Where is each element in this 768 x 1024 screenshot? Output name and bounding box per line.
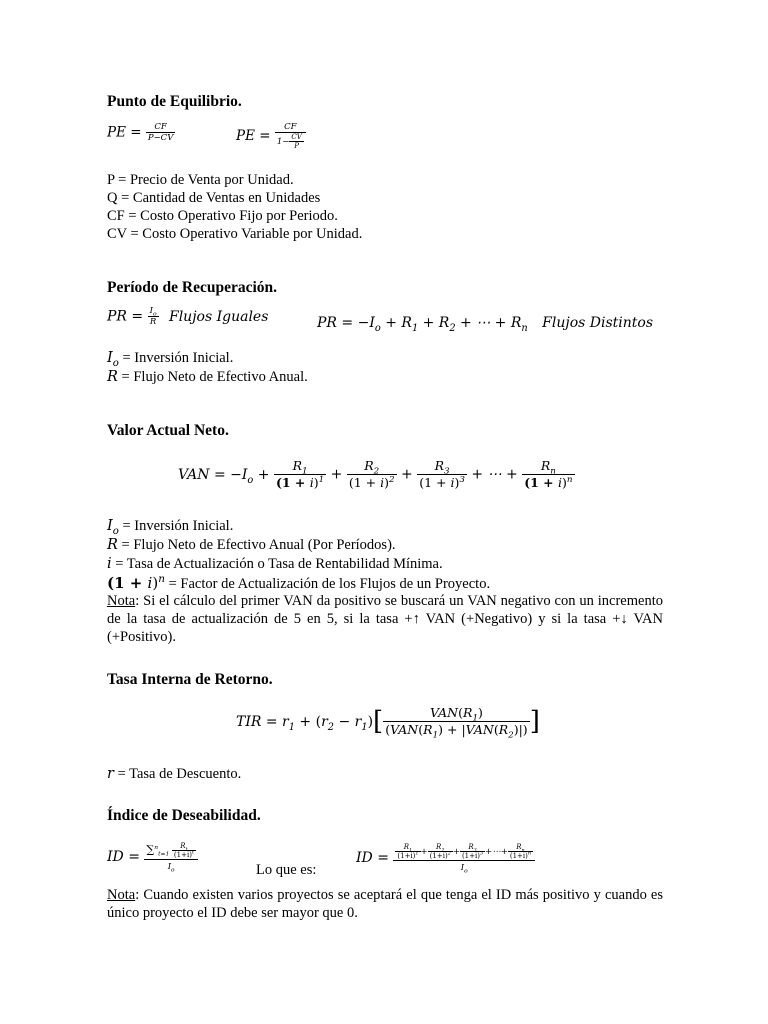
formula-pe-1: PE = $\frac{CF}{P-CV}$ [107,122,174,143]
formula-pe-2: PE = CF 1− $\frac{CV}{P}$ [236,122,306,150]
def-io-van: $I_o$ = Inversión Inicial. [107,518,234,537]
def-r-van: R = Flujo Neto de Efectivo Anual (Por Períodos). [107,537,396,553]
def-cv: CV = Costo Operativo Variable por Unidad. [107,226,363,242]
def-r-pr: R = Flujo Neto de Efectivo Anual. [107,369,308,385]
formula-van: VAN = $-I_o$ + $\frac{R_1}{(1 + i)^1}$ + $\frac{R_2}{(1 + i)^2}$ + $\frac{R_3}{(1 + i)^3}$ + ⋯ + $\frac{R_n}{(1 + i)^n}$ [178,458,573,490]
section-title-id: Índice de Deseabilidad. [107,807,261,824]
section-title-periodo-recuperacion: Período de Recuperación. [107,279,278,296]
def-p: P = Precio de Venta por Unidad. [107,172,294,188]
def-io-pr: $I_o$ = Inversión Inicial. [107,350,234,369]
nota-id: Nota: Cuando existen varios proyectos se aceptará el que tenga el ID más positivo y cuando es único proyecto el ID debe ser mayor que 0. [107,887,663,921]
def-r-tir: r = Tasa de Descuento. [107,766,242,782]
nota-van: Nota: Si el cálculo del primer VAN da positivo se buscará un VAN negativo con un incremento de la tasa de actualización de 5 en 5, si la tasa +↑ VAN (+Negativo) y si la tasa +↓ VAN (+Positivo). [107,593,663,645]
def-cf: CF = Costo Operativo Fijo por Periodo. [107,208,338,224]
section-title-van: Valor Actual Neto. [107,422,229,439]
formula-id-expanded: ID = $\frac{R_1}{(1+i)^1}$ + $\frac{R_2}{(1+i)^2}$ + $\frac{R_3}{(1+i)^3}$ +⋯+ $\frac{R_n}{(1+i)^n}$ $I_o$ [356,843,535,873]
label-flujos-iguales: Flujos Iguales [168,308,269,325]
formula-id-sum: ID = ∑$^n_{t=1}$ $\frac{R_t}{(1+i)^t}$ $I_o$ [107,842,198,872]
formula-tir: TIR = $r_1 + (r_2 - r_1)$[ $\frac{VAN(R_1)}{(VAN(R_1) + |VAN(R_2)|)}$ ] [236,705,540,741]
def-factor-van: $(1 + i)^n$ = Factor de Actualización de los Flujos de un Proyecto. [107,573,491,592]
formula-pr-iguales: PR = $\frac{I_o}{R}$ Flujos Iguales [107,306,269,327]
label-lo-que-es: Lo que es: [256,862,317,878]
section-title-punto-equilibrio: Punto de Equilibrio. [107,93,242,110]
section-title-tir: Tasa Interna de Retorno. [107,671,273,688]
def-q: Q = Cantidad de Ventas en Unidades [107,190,321,206]
def-i-van: i = Tasa de Actualización o Tasa de Rentabilidad Mínima. [107,556,443,572]
label-flujos-distintos: Flujos Distintos [542,315,654,331]
formula-pr-distintos: PR = $-I_o + R_1 + R_2$ + ⋯ + $R_n$ Flujos Distintos [317,315,654,334]
